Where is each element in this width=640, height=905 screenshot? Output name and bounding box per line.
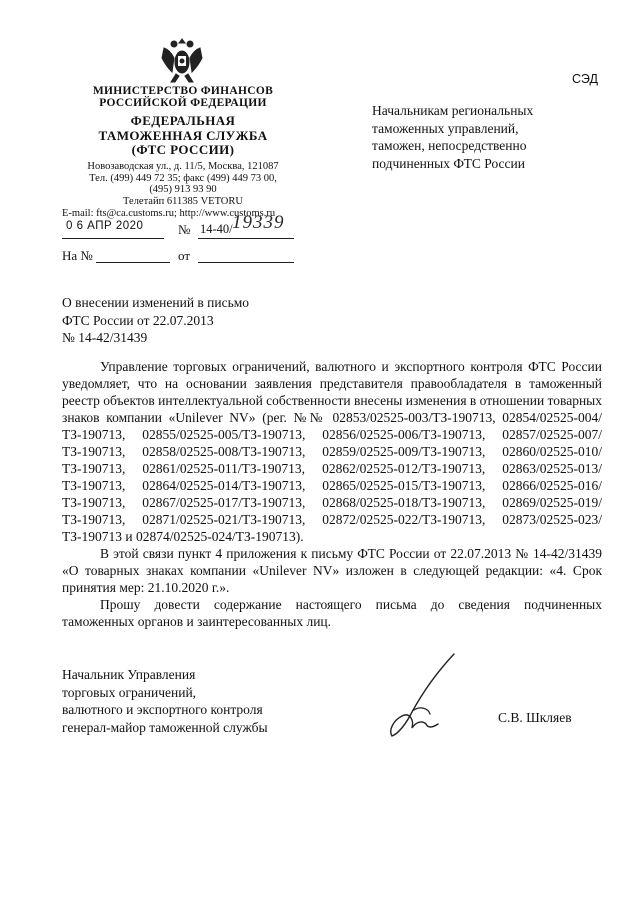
subject-line: ФТС России от 22.07.2013	[62, 312, 214, 328]
signature-icon	[384, 650, 460, 740]
body-paragraph: В этой связи пункт 4 приложения к письму ФТС России от 22.07.2013 № 14-42/31439 «О товарных знаках компании «Unilever NV» изложен в следующей редакции: «4. Срок принятия мер: 21.10.2020 г.».	[62, 546, 602, 595]
service-line: (ФТС РОССИИ)	[131, 142, 235, 157]
reply-number-underline	[96, 262, 170, 263]
reply-to-number-label: На №	[62, 248, 93, 263]
ministry-line: РОССИЙСКОЙ ФЕДЕРАЦИИ	[99, 97, 267, 109]
signatory-name: С.В. Шкляев	[498, 710, 572, 725]
subject-line: № 14-42/31439	[62, 330, 148, 345]
ministry-name	[70, 85, 296, 109]
number-underline	[198, 238, 294, 239]
service-line: ФЕДЕРАЛЬНАЯ	[130, 113, 236, 128]
address-line: Новозаводская ул., д. 11/5, Москва, 121087	[87, 161, 279, 172]
letter-body	[62, 358, 602, 630]
address-line: Телетайп 611385 VETORU	[123, 195, 243, 207]
russian-eagle-emblem-icon	[160, 36, 204, 86]
contact-address	[62, 161, 304, 207]
addressee-line: подчиненных ФТС России	[372, 155, 525, 171]
subject-line: О внесении изменений в письмо	[62, 295, 250, 310]
signer-line: валютного и экспортного контроля	[62, 702, 263, 717]
addressee-line: таможен, непосредственно	[372, 138, 527, 153]
ministry-line: МИНИСТЕРСТВО ФИНАНСОВ	[92, 85, 274, 97]
service-line: ТАМОЖЕННАЯ СЛУЖБА	[98, 127, 268, 143]
registration-number-prefix: 14-40/	[200, 222, 233, 236]
signer-line: торговых ограничений,	[62, 684, 197, 700]
registration-number-handwritten: 19339	[232, 212, 285, 233]
body-paragraph: Управление торговых ограничений, валютного и экспортного контроля ФТС России уведомляет, что на основании заявления представителя правообладателя в таможенный реестр объектов интеллектуальной собственности внесены изменения в отношении товарных знаков компании «Unilever NV» (рег. №№ 02853/02525-003/ТЗ-190713, 02854/02525-004/ТЗ-190713, 02855/02525-005/ТЗ-190713, 02856/02525-006/ТЗ-190713, 02857/02525-007/ТЗ-190713, 02858/02525-008/ТЗ-190713, 02859/02525-009/ТЗ-190713, 02860/02525-010/ТЗ-190713, 02861/02525-011/ТЗ-190713, 02862/02525-012/ТЗ-190713, 02863/02525-013/ТЗ-190713, 02864/02525-014/ТЗ-190713, 02865/02525-015/ТЗ-190713, 02866/02525-016/ТЗ-190713, 02867/02525-017/ТЗ-190713, 02868/02525-018/ТЗ-190713, 02869/02525-019/ТЗ-190713, 02871/02525-021/ТЗ-190713, 02872/02525-022/ТЗ-190713, 02873/02525-023/ТЗ-190713 и 02874/02525-024/ТЗ-190713).	[62, 359, 602, 544]
contact-email: E-mail: fts@ca.customs.ru; http://www.customs.ru	[62, 208, 276, 219]
signer-line: Начальник Управления	[62, 667, 196, 682]
signer-line: генерал-майор таможенной службы	[62, 719, 268, 735]
addressee-block	[372, 102, 612, 172]
addressee-line: Начальникам региональных	[372, 103, 534, 118]
address-line: (495) 913 93 90	[149, 184, 217, 195]
registration-date: 0 6 АПР 2020	[66, 220, 144, 232]
reply-date-underline	[198, 262, 294, 263]
address-line: Тел. (499) 449 72 35; факс (499) 449 73 00,	[89, 172, 277, 184]
signer-title	[62, 666, 322, 736]
subject-block	[62, 294, 322, 347]
reply-to-date-label: от	[178, 248, 191, 263]
service-name	[70, 114, 296, 158]
body-paragraph: Прошу довести содержание настоящего письма до сведения подчиненных таможенных органов и заинтересованных лиц.	[62, 597, 602, 629]
sed-mark: СЭД	[572, 72, 598, 86]
date-underline	[62, 238, 164, 239]
number-sign: №	[178, 222, 191, 237]
addressee-line: таможенных управлений,	[372, 120, 519, 136]
